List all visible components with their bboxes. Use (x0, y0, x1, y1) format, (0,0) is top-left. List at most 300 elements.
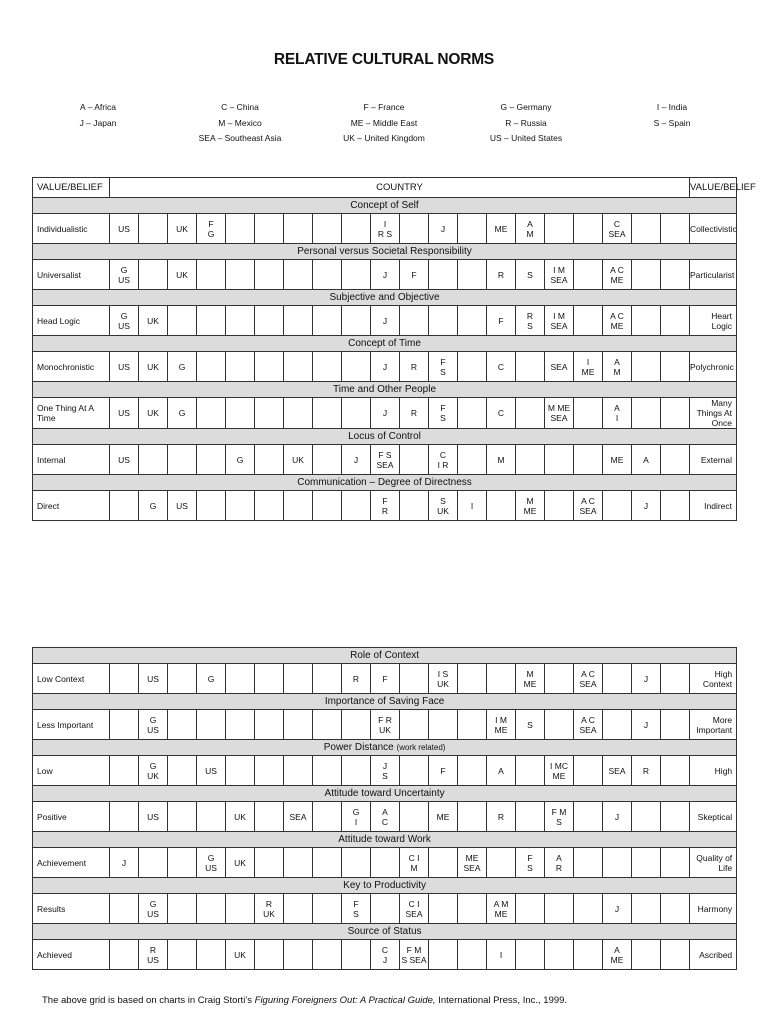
legend-col-2 (180, 100, 300, 147)
country-cell (313, 664, 342, 694)
country-cell: F (400, 260, 429, 290)
country-cell (139, 848, 168, 878)
country-cell (255, 445, 284, 475)
country-cell (255, 352, 284, 382)
legend-item: R – Russia (505, 117, 547, 128)
value-label-left: Achievement (33, 848, 110, 878)
country-cell (313, 756, 342, 786)
country-cell: M (487, 445, 516, 475)
country-cell (458, 352, 487, 382)
country-cell: J (110, 848, 139, 878)
country-cell: US (110, 352, 139, 382)
country-cell: F S (429, 398, 458, 429)
country-cell: ME (603, 445, 632, 475)
country-cell (197, 802, 226, 832)
table-header-row (33, 178, 737, 198)
country-cell: A C SEA (574, 491, 603, 521)
country-cell: G US (197, 848, 226, 878)
country-cell (313, 214, 342, 244)
section-title (33, 290, 737, 306)
country-cell (458, 756, 487, 786)
country-cell (516, 894, 545, 924)
country-cell (255, 260, 284, 290)
country-cell (110, 894, 139, 924)
country-cell: I M SEA (545, 260, 574, 290)
value-label-left: Internal (33, 445, 110, 475)
country-cell: A (487, 756, 516, 786)
section-note: (work related) (396, 742, 446, 752)
header-value-belief-right: VALUE/BELIEF (690, 178, 737, 198)
country-cell (516, 352, 545, 382)
table-row (33, 352, 737, 382)
value-label-right: Polychronic (690, 352, 737, 382)
table-row (33, 940, 737, 970)
country-cell: I R S (371, 214, 400, 244)
section-title (33, 244, 737, 260)
country-cell (255, 214, 284, 244)
country-cell (661, 260, 690, 290)
country-cell (545, 894, 574, 924)
country-cell (342, 940, 371, 970)
country-cell (284, 756, 313, 786)
section-title-text: Role of Context (350, 649, 420, 661)
country-cell: US (168, 491, 197, 521)
country-cell: F M S (545, 802, 574, 832)
country-cell (168, 894, 197, 924)
country-cell (632, 214, 661, 244)
country-cell (255, 802, 284, 832)
table-row (33, 802, 737, 832)
country-cell (400, 710, 429, 740)
value-label-right: Quality of Life (690, 848, 737, 878)
country-cell: A C SEA (574, 710, 603, 740)
legend-item: I – India (656, 102, 688, 112)
country-cell: J (632, 664, 661, 694)
section-title (33, 832, 737, 848)
country-cell: S (516, 710, 545, 740)
country-cell (516, 802, 545, 832)
country-cell (168, 710, 197, 740)
section-header-row (33, 336, 737, 352)
country-cell (632, 802, 661, 832)
section-title-text: Concept of Time (348, 337, 421, 349)
country-cell: A M ME (487, 894, 516, 924)
country-cell (661, 756, 690, 786)
value-label-right: High (690, 756, 737, 786)
country-cell: C I SEA (400, 894, 429, 924)
country-cell (226, 664, 255, 694)
country-cell (197, 445, 226, 475)
country-cell (400, 445, 429, 475)
country-cell: M ME (516, 664, 545, 694)
section-title (33, 740, 737, 756)
country-cell: J (371, 260, 400, 290)
country-cell (168, 306, 197, 336)
section-title (33, 198, 737, 214)
country-cell: A C SEA (574, 664, 603, 694)
section-title-text: Communication – Degree of Directness (297, 476, 472, 488)
country-cell (284, 306, 313, 336)
country-cell (487, 491, 516, 521)
country-cell (226, 710, 255, 740)
section-title-text: Time and Other People (332, 383, 437, 395)
country-cell (226, 214, 255, 244)
country-cell (255, 756, 284, 786)
country-cell (429, 848, 458, 878)
country-cell: US (110, 445, 139, 475)
country-cell: UK (226, 940, 255, 970)
country-cell (458, 306, 487, 336)
country-cell (342, 848, 371, 878)
country-cell: A C (371, 802, 400, 832)
country-cell (574, 306, 603, 336)
table-row (33, 664, 737, 694)
country-cell (661, 894, 690, 924)
country-cell (197, 894, 226, 924)
country-cell: C SEA (603, 214, 632, 244)
country-cell (139, 445, 168, 475)
section-header-row (33, 290, 737, 306)
country-cell (342, 710, 371, 740)
section-header-row (33, 878, 737, 894)
value-label-right: High Context (690, 664, 737, 694)
country-cell: UK (168, 260, 197, 290)
country-cell (168, 940, 197, 970)
legend-col-3 (324, 100, 444, 147)
country-cell (197, 306, 226, 336)
country-cell: A C ME (603, 306, 632, 336)
country-cell (661, 445, 690, 475)
country-cell: G US (110, 306, 139, 336)
value-label-left: Head Logic (33, 306, 110, 336)
country-cell (284, 848, 313, 878)
country-cell: J (371, 352, 400, 382)
country-cell (197, 398, 226, 429)
country-cell (313, 445, 342, 475)
section-title-text: Importance of Saving Face (324, 695, 445, 707)
country-cell (342, 398, 371, 429)
country-cell (139, 214, 168, 244)
country-cell (110, 940, 139, 970)
country-cell (371, 894, 400, 924)
country-cell (458, 710, 487, 740)
country-cell (429, 306, 458, 336)
country-cell (400, 756, 429, 786)
legend-item: UK – United Kingdom (343, 133, 425, 143)
country-cell (603, 848, 632, 878)
footnote-prefix: The above grid is based on charts in Craig Storti’s (42, 995, 255, 1006)
country-cell: F G (197, 214, 226, 244)
country-cell (197, 940, 226, 970)
country-cell (458, 260, 487, 290)
country-cell (545, 445, 574, 475)
country-cell: R (342, 664, 371, 694)
country-cell: R US (139, 940, 168, 970)
country-cell: I (458, 491, 487, 521)
country-cell (284, 710, 313, 740)
country-cell (284, 214, 313, 244)
country-cell (400, 214, 429, 244)
value-label-right: Many Things At Once (690, 398, 737, 429)
country-cell (458, 802, 487, 832)
country-cell: G (226, 445, 255, 475)
country-cell (255, 398, 284, 429)
table-row (33, 260, 737, 290)
country-cell (313, 848, 342, 878)
table-row (33, 306, 737, 336)
country-cell: I MC ME (545, 756, 574, 786)
country-cell (661, 306, 690, 336)
value-label-left: Low Context (33, 664, 110, 694)
country-cell: UK (139, 306, 168, 336)
country-cell: UK (284, 445, 313, 475)
country-cell: I (487, 940, 516, 970)
section-title-text: Subjective and Objective (329, 291, 440, 303)
section-title-text: Concept of Self (350, 199, 419, 211)
country-cell: C I M (400, 848, 429, 878)
country-cell: G (168, 352, 197, 382)
country-cell (574, 940, 603, 970)
value-label-left: Results (33, 894, 110, 924)
country-cell (487, 664, 516, 694)
country-cell: SEA (603, 756, 632, 786)
table-row (33, 894, 737, 924)
section-header-row (33, 648, 737, 664)
section-title-text: Attitude toward Uncertainty (324, 787, 445, 799)
country-cell (342, 214, 371, 244)
country-cell (168, 802, 197, 832)
cultural-norms-table-2 (32, 647, 737, 970)
country-cell (197, 491, 226, 521)
country-cell (313, 802, 342, 832)
country-cell (632, 352, 661, 382)
country-cell (603, 710, 632, 740)
country-cell: A M (603, 352, 632, 382)
country-cell: G US (139, 710, 168, 740)
country-cell (284, 664, 313, 694)
country-cell (226, 260, 255, 290)
country-cell: F (371, 664, 400, 694)
legend-col-4 (466, 100, 586, 147)
section-header-row (33, 244, 737, 260)
country-cell (574, 445, 603, 475)
country-cell (632, 260, 661, 290)
country-cell (255, 306, 284, 336)
value-label-left: Positive (33, 802, 110, 832)
country-cell (661, 710, 690, 740)
country-cell (226, 352, 255, 382)
country-cell (545, 710, 574, 740)
country-cell: A C ME (603, 260, 632, 290)
country-cell (661, 848, 690, 878)
country-cell (313, 894, 342, 924)
country-cell: G UK (139, 756, 168, 786)
country-cell: US (139, 664, 168, 694)
country-cell: I M ME (487, 710, 516, 740)
country-cell: R (400, 398, 429, 429)
country-cell (110, 664, 139, 694)
country-cell (516, 445, 545, 475)
country-cell: R (400, 352, 429, 382)
country-cell: I ME (574, 352, 603, 382)
value-label-right: Particularist (690, 260, 737, 290)
value-label-right: Skeptical (690, 802, 737, 832)
country-cell: UK (226, 848, 255, 878)
country-cell: S (516, 260, 545, 290)
section-title (33, 382, 737, 398)
country-cell: J (371, 306, 400, 336)
country-cell (429, 940, 458, 970)
value-label-right: More Important (690, 710, 737, 740)
footnote-book-title: Figuring Foreigners Out: A Practical Guide, (254, 995, 436, 1006)
source-footnote (42, 995, 567, 1006)
country-cell (632, 848, 661, 878)
value-label-left: Low (33, 756, 110, 786)
country-cell: US (110, 214, 139, 244)
country-cell: J (429, 214, 458, 244)
legend-col-1 (38, 100, 158, 131)
legend-item: F – France (363, 102, 405, 112)
country-cell (342, 756, 371, 786)
value-label-left: Universalist (33, 260, 110, 290)
header-value-belief-left: VALUE/BELIEF (33, 178, 110, 198)
country-cell: G (139, 491, 168, 521)
country-cell (661, 214, 690, 244)
country-cell (429, 894, 458, 924)
value-label-right: Heart Logic (690, 306, 737, 336)
country-cell: US (110, 398, 139, 429)
section-header-row (33, 832, 737, 848)
legend-item: G – Germany (500, 102, 552, 112)
country-cell: UK (226, 802, 255, 832)
country-cell (574, 848, 603, 878)
country-cell: R S (516, 306, 545, 336)
country-cell: ME (429, 802, 458, 832)
country-cell (545, 214, 574, 244)
country-cell (516, 756, 545, 786)
country-cell (255, 848, 284, 878)
country-cell (632, 894, 661, 924)
country-cell (400, 306, 429, 336)
section-title-text: Source of Status (347, 925, 422, 937)
country-cell: C J (371, 940, 400, 970)
section-title-text: Key to Productivity (343, 879, 426, 891)
country-cell: F R UK (371, 710, 400, 740)
legend-item: J – Japan (79, 117, 117, 128)
country-cell (313, 398, 342, 429)
country-cell (255, 491, 284, 521)
value-label-left: Less Important (33, 710, 110, 740)
country-cell (400, 491, 429, 521)
country-cell (516, 398, 545, 429)
country-cell (545, 491, 574, 521)
country-cell (284, 398, 313, 429)
country-cell (574, 802, 603, 832)
country-cell (574, 894, 603, 924)
table-row (33, 445, 737, 475)
section-title (33, 694, 737, 710)
value-label-left: Direct (33, 491, 110, 521)
country-cell: US (197, 756, 226, 786)
country-cell (168, 445, 197, 475)
country-cell (313, 260, 342, 290)
country-cell: J (342, 445, 371, 475)
country-cell (429, 260, 458, 290)
section-header-row (33, 429, 737, 445)
country-cell: F R (371, 491, 400, 521)
country-cell (342, 491, 371, 521)
table-row (33, 398, 737, 429)
table-row (33, 756, 737, 786)
country-cell (487, 848, 516, 878)
country-cell (168, 848, 197, 878)
country-cell (661, 398, 690, 429)
country-cell: J S (371, 756, 400, 786)
table-row (33, 848, 737, 878)
section-header-row (33, 694, 737, 710)
country-cell: F (487, 306, 516, 336)
section-title-text: Locus of Control (348, 430, 421, 442)
section-header-row (33, 475, 737, 491)
country-cell: I M SEA (545, 306, 574, 336)
country-cell (284, 940, 313, 970)
country-cell (226, 491, 255, 521)
country-cell (661, 352, 690, 382)
table-row (33, 214, 737, 244)
section-title (33, 475, 737, 491)
country-cell: C (487, 398, 516, 429)
value-label-left: Achieved (33, 940, 110, 970)
country-cell: F S (516, 848, 545, 878)
country-cell (400, 664, 429, 694)
country-cell: C I R (429, 445, 458, 475)
country-cell: F S (342, 894, 371, 924)
page-title: RELATIVE CULTURAL NORMS (273, 51, 495, 68)
country-cell (313, 491, 342, 521)
country-cell (371, 848, 400, 878)
country-cell: R UK (255, 894, 284, 924)
table-row (33, 710, 737, 740)
table-row (33, 491, 737, 521)
country-cell: A R (545, 848, 574, 878)
section-header-row (33, 786, 737, 802)
section-title-text: Personal versus Societal Responsibility (297, 245, 472, 257)
country-cell: J (603, 802, 632, 832)
legend-item: C – China (221, 102, 259, 112)
country-cell: SEA (545, 352, 574, 382)
country-cell (255, 710, 284, 740)
country-cell (255, 940, 284, 970)
country-cell (284, 352, 313, 382)
section-header-row (33, 198, 737, 214)
country-cell: F S SEA (371, 445, 400, 475)
country-cell (284, 260, 313, 290)
country-cell: M ME (516, 491, 545, 521)
country-cell: I S UK (429, 664, 458, 694)
country-cell: G I (342, 802, 371, 832)
country-cell: S UK (429, 491, 458, 521)
country-cell (110, 710, 139, 740)
country-cell (603, 491, 632, 521)
country-cell (255, 664, 284, 694)
country-cell (429, 710, 458, 740)
country-cell: UK (139, 398, 168, 429)
legend-item: US – United States (489, 133, 563, 143)
country-cell: J (603, 894, 632, 924)
country-cell: A M (516, 214, 545, 244)
country-cell (574, 214, 603, 244)
section-header-row (33, 382, 737, 398)
